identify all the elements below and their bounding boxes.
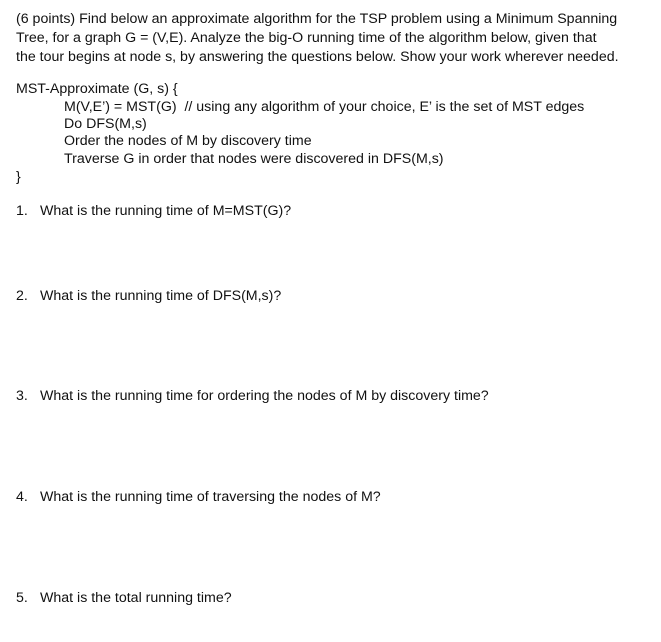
algorithm-line: Do DFS(M,s)	[64, 116, 147, 133]
algorithm-closing-brace: }	[16, 169, 21, 185]
algorithm-body	[64, 99, 584, 168]
problem-statement-line: the tour begins at node s, by answering the questions below. Show your work wherever needed.	[16, 49, 619, 65]
question-text: What is the running time for ordering the nodes of M by discovery time?	[40, 388, 489, 404]
question-number: 5.	[16, 590, 28, 606]
problem-statement-line: Tree, for a graph G = (V,E). Analyze the big-O running time of the algorithm below, given that	[16, 30, 597, 46]
algorithm-line: Traverse G in order that nodes were discovered in DFS(M,s)	[64, 150, 444, 167]
question-5	[16, 589, 232, 607]
problem-statement-line: (6 points) Find below an approximate algorithm for the TSP problem using a Minimum Spanning	[16, 11, 618, 27]
question-text: What is the running time of DFS(M,s)?	[40, 288, 282, 304]
question-1	[16, 202, 291, 220]
question-number: 4.	[16, 489, 28, 505]
question-number: 3.	[16, 388, 28, 404]
question-text: What is the running time of traversing the nodes of M?	[40, 489, 381, 505]
algorithm-line: Order the nodes of M by discovery time	[64, 133, 312, 150]
question-3	[16, 387, 489, 405]
question-text: What is the running time of M=MST(G)?	[40, 203, 292, 219]
algorithm-line: M(V,E’) = MST(G) // using any algorithm of your choice, E’ is the set of MST edges	[64, 99, 585, 115]
algorithm-header: MST-Approximate (G, s) {	[16, 81, 178, 97]
question-number: 1.	[16, 203, 28, 219]
question-4	[16, 488, 381, 506]
question-number: 2.	[16, 288, 28, 304]
question-text: What is the total running time?	[40, 590, 232, 606]
question-2	[16, 287, 281, 305]
problem-statement	[16, 10, 648, 67]
